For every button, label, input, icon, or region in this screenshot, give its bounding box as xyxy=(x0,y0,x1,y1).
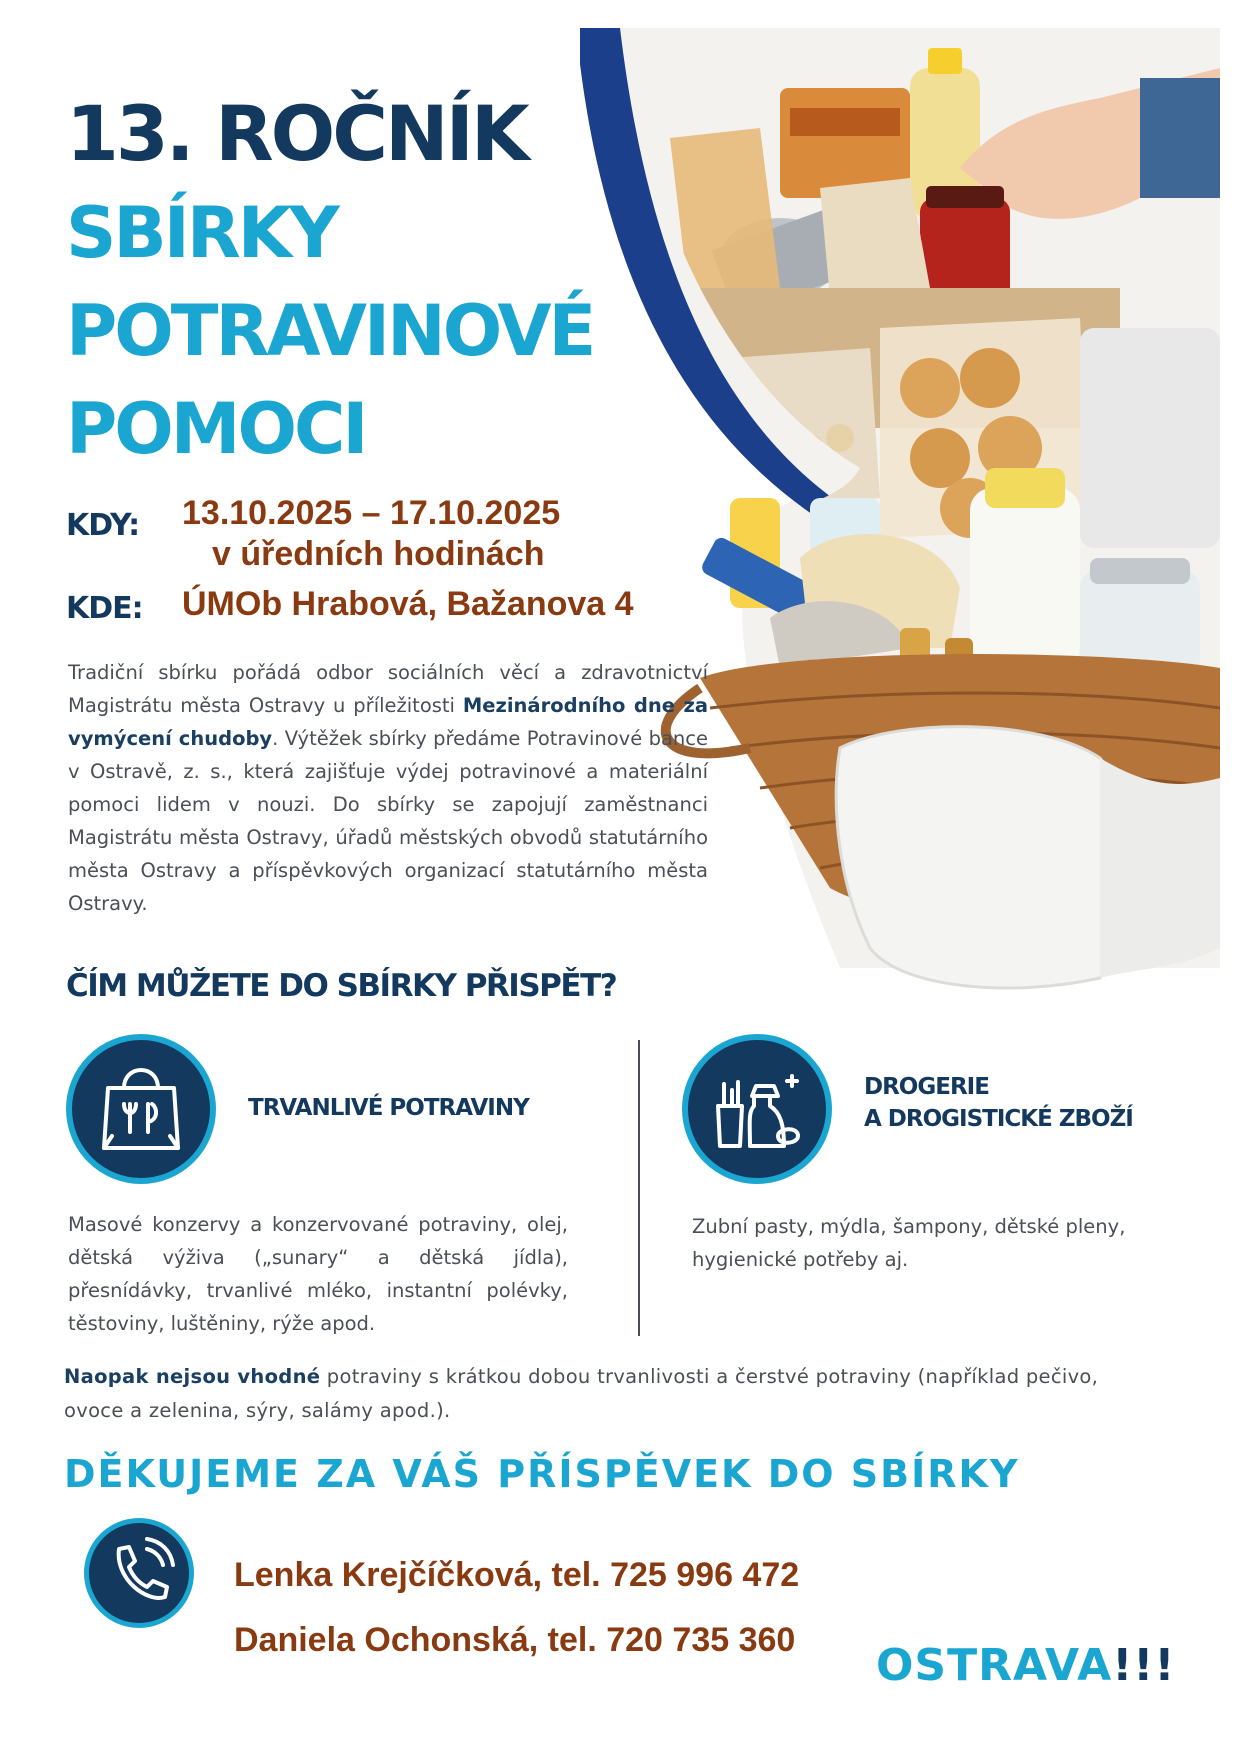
headline-line-2: SBÍRKY xyxy=(66,192,337,274)
when-label: KDY: xyxy=(66,508,140,543)
food-category-badge xyxy=(66,1034,216,1184)
intro-paragraph xyxy=(68,656,708,920)
food-category-description: Masové konzervy a konzervované potraviny, olej, dětská výživa („sunary“ a dětská jídla), přesnídávky, trvanlivé mléko, instantní polévky, těstoviny, luštěniny, rýže apod. xyxy=(68,1213,568,1335)
logo-marks: !!! xyxy=(1112,1640,1176,1691)
contact-person-2: Daniela Ochonská, tel. 720 735 360 xyxy=(234,1621,796,1659)
phone-badge xyxy=(84,1518,194,1628)
where-label: KDE: xyxy=(66,591,143,626)
food-category-title: TRVANLIVÉ POTRAVINY xyxy=(248,1095,529,1121)
intro-text-2: . Výtěžek sbírky předáme Potravinové bance v Ostravě, z. s., která zajišťuje výdej potravinové a materiální pomoci lidem v nouzi. Do sbírky se zapojují zaměstnanci Magistrátu města Ostravy, úřadů městských obvodů statutárního města Ostravy a příspěvkových organizací statutárního města Ostravy. xyxy=(68,727,708,915)
where-place: ÚMOb Hrabová, Bažanova 4 xyxy=(182,585,634,623)
category-divider xyxy=(638,1040,640,1336)
thanks-heading: DĚKUJEME ZA VÁŠ PŘÍSPĚVEK DO SBÍRKY xyxy=(64,1452,1020,1496)
drugstore-category-description: Zubní pasty, mýdla, šampony, dětské pleny, hygienické potřeby aj. xyxy=(692,1215,1126,1271)
drugstore-category-title-2: A DROGISTICKÉ ZBOŽÍ xyxy=(864,1106,1133,1132)
intro-text-1: Tradiční sbírku pořádá odbor sociálních věcí a zdravotnictví Magistrátu města Ostravy u příležitosti xyxy=(68,661,708,717)
logo-word: OSTRAVA xyxy=(876,1640,1113,1691)
headline-line-3: POTRAVINOVÉ xyxy=(66,290,594,372)
headline-line-4: POMOCI xyxy=(66,388,366,470)
unsuitable-items-note xyxy=(64,1360,1144,1428)
contribution-question-heading: ČÍM MŮŽETE DO SBÍRKY PŘISPĚT? xyxy=(66,968,617,1004)
when-dates: 13.10.2025 – 17.10.2025 xyxy=(182,494,561,532)
drugstore-category-badge xyxy=(682,1034,832,1184)
note-text: potraviny s krátkou dobou trvanlivosti a čerstvé potraviny (například pečivo, ovoce a zelenina, sýry, salámy apod.). xyxy=(64,1365,1099,1422)
toiletries-icon xyxy=(688,1040,826,1178)
drugstore-category-title-1: DROGERIE xyxy=(864,1074,989,1100)
headline-year: 13. ROČNÍK xyxy=(66,89,527,178)
note-bold: Naopak nejsou vhodné xyxy=(64,1365,321,1388)
phone-icon xyxy=(89,1523,189,1623)
intro-bold: Mezinárodního dne za vymýcení chudoby xyxy=(68,694,708,750)
ostrava-logo xyxy=(876,1640,1175,1691)
diaper xyxy=(836,727,1130,988)
contact-person-1: Lenka Krejčíčková, tel. 725 996 472 xyxy=(234,1556,800,1594)
when-hours: v úředních hodinách xyxy=(212,535,545,573)
shopping-bag-cutlery-icon xyxy=(72,1040,210,1178)
